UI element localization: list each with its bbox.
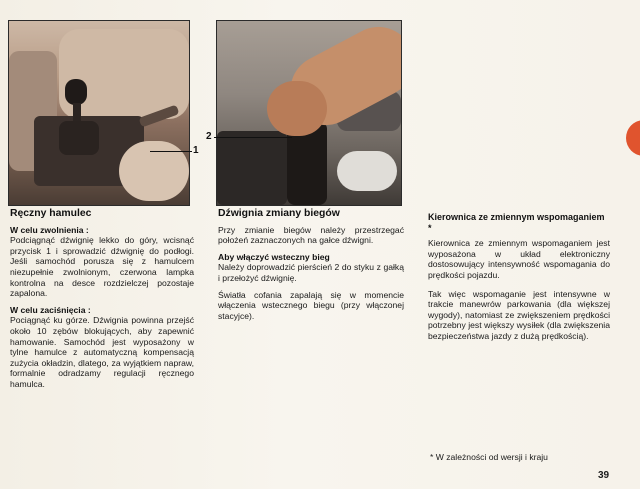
release-text: Podciągnąć dźwignię lekko do góry, wcisnąć przycisk 1 i sprowadzić dźwignię do podłogi. Jeśli samochód porusza się z hamulcem niezupełnie zwolnionym, czerwona lampka kontrolna na desce rozdzielczej pozostaje zapalona. (10, 235, 194, 299)
handbrake-section (10, 209, 194, 396)
callout-1-line (150, 151, 192, 152)
reverse-lights-text: Światła cofania zapalają się w momencie włączenia wstecznego biegu (przy włączonej stacyjce). (218, 289, 404, 321)
power-steering-text-1: Kierownica ze zmiennym wspomaganiem jest wyposażona w układ elektroniczny dostosowujący intensywność wspomagania do prędkości pojazdu. (428, 238, 610, 280)
bleed-through-right (430, 20, 630, 190)
callout-1: 1 (193, 145, 199, 156)
power-steering-text-2: Tak więc wspomaganie jest intensywne w trakcie manewrów parkowania (dla większej wygody), natomiast ze zwiększeniem prędkości potrzebny jest większy wysiłek (dla zwiększenia bezpieczeństwa jazdy z dużą prędkością). (428, 288, 610, 341)
reverse-heading: Aby włączyć wsteczny bieg (218, 251, 330, 262)
release-heading: W celu zwolnienia : (10, 224, 89, 235)
callout-2: 2 (206, 131, 212, 142)
gear-lever-photo (216, 20, 402, 206)
handbrake-title: Ręczny hamulec (10, 208, 92, 219)
callout-2-line (214, 137, 292, 138)
gear-intro-text: Przy zmianie biegów należy przestrzegać położeń zaznaczonych na gałce dźwigni. (218, 224, 404, 246)
bleed-through-bottom (220, 340, 430, 470)
power-steering-title: Kierownica ze zmiennym wspomaganiem * (428, 212, 605, 233)
power-steering-section (428, 212, 610, 348)
gear-lever-section (218, 209, 404, 327)
gear-lever-title: Dźwignia zmiany biegów (218, 208, 340, 219)
reverse-text: Należy doprowadzić pierścień 2 do styku z gałką i przełożyć dźwignię. (218, 262, 404, 283)
handbrake-photo (8, 20, 190, 206)
page-number: 39 (598, 470, 610, 481)
engage-text: Pociągnąć ku górze. Dźwignia powinna przejść około 10 zębów blokujących, aby zapewnić hamowanie. Samochód jest wyposażony w tylne hamulce z automatyczną kompensacją zużycia okładzin, dlatego, za wyjątkiem napraw, formalnie odradzamy regulacji ręcznego hamulca. (10, 315, 194, 389)
engage-heading: W celu zaciśnięcia : (10, 304, 91, 315)
footnote: * W zależności od wersji i kraju (430, 452, 548, 462)
